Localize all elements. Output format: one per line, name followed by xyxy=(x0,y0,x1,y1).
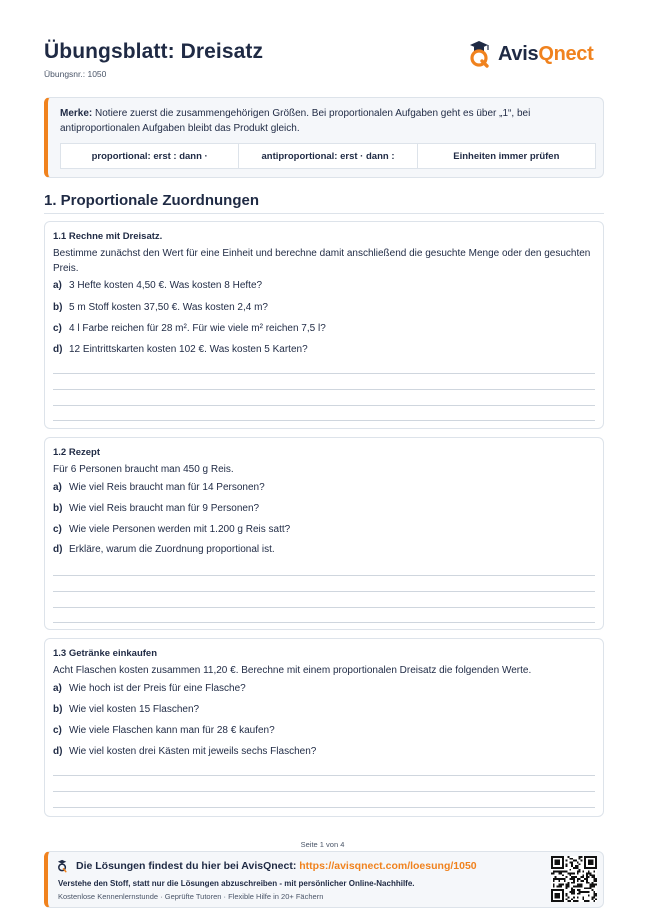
task-item: b) Wie viel kosten 15 Flaschen? xyxy=(53,704,200,715)
solutions-link[interactable]: https://avisqnect.com/loesung/1050 xyxy=(299,860,477,872)
rule-units: Einheiten immer prüfen xyxy=(418,143,596,169)
merke-text: Merke: Notiere zuerst die zusammengehörigen Größen. Bei proportionalen Aufgaben geht es über „1“, bei antiproportionalen Aufgaben bleibt das Produkt gleich. xyxy=(60,108,531,134)
promo-headline: Die Lösungen findest du hier bei AvisQnect: https://avisqnect.com/loesung/1050 xyxy=(76,860,477,872)
promo-tagline: Verstehe den Stoff, statt nur die Lösungen abzuschreiben - mit persönlicher Online-Nachhilfe. xyxy=(58,879,415,888)
logo-wordmark: AvisQnect xyxy=(498,42,594,65)
answer-line xyxy=(53,405,595,406)
merke-rules xyxy=(60,143,596,169)
merke-label: Merke: xyxy=(60,108,93,119)
answer-line xyxy=(53,807,595,808)
task-title: 1.2 Rezept xyxy=(53,447,100,458)
rule-proportional: proportional: erst : dann · xyxy=(60,143,239,169)
task-intro: Bestimme zunächst den Wert für eine Einheit und berechne damit anschließend die gesuchte Menge oder den gesuchten Preis. xyxy=(53,248,591,274)
task-item: a) 3 Hefte kosten 4,50 €. Was kosten 8 Hefte? xyxy=(53,280,263,291)
rule-antiproportional: antiproportional: erst · dann : xyxy=(239,143,417,169)
answer-line xyxy=(53,389,595,390)
task-item: a) Wie hoch ist der Preis für eine Flasche? xyxy=(53,683,246,694)
answer-line xyxy=(53,775,595,776)
page-title: Übungsblatt: Dreisatz xyxy=(44,40,264,63)
task-title: 1.1 Rechne mit Dreisatz. xyxy=(53,231,163,242)
answer-line xyxy=(53,622,595,623)
merke-box xyxy=(44,97,604,178)
solutions-promo-box xyxy=(44,851,604,908)
logo-q-icon xyxy=(466,39,496,69)
answer-line xyxy=(53,591,595,592)
section-divider xyxy=(44,213,604,214)
page-number: Seite 1 von 4 xyxy=(300,840,345,849)
exercise-number: Übungsnr.: 1050 xyxy=(44,69,107,79)
brand-logo xyxy=(466,38,594,70)
task-intro: Acht Flaschen kosten zusammen 11,20 €. Berechne mit einem proportionalen Dreisatz die folgenden Werte. xyxy=(53,665,532,676)
task-item: d) Erkläre, warum die Zuordnung proportional ist. xyxy=(53,544,275,555)
task-item: c) Wie viele Personen werden mit 1.200 g Reis satt? xyxy=(53,524,291,535)
task-item: b) 5 m Stoff kosten 37,50 €. Was kosten 2,4 m? xyxy=(53,302,268,313)
task-card-1-3 xyxy=(44,638,604,817)
answer-line xyxy=(53,791,595,792)
task-card-1-2 xyxy=(44,437,604,630)
task-intro: Für 6 Personen braucht man 450 g Reis. xyxy=(53,464,234,475)
answer-line xyxy=(53,575,595,576)
qr-code[interactable] xyxy=(551,856,597,902)
task-item: b) Wie viel Reis braucht man für 9 Personen? xyxy=(53,503,260,514)
answer-line xyxy=(53,373,595,374)
section-title: 1. Proportionale Zuordnungen xyxy=(44,192,259,209)
answer-line xyxy=(53,607,595,608)
promo-features: Kostenlose Kennenlernstunde · Geprüfte Tutoren · Flexible Hilfe in 20+ Fächern xyxy=(58,892,324,901)
logo-q-icon xyxy=(56,859,70,873)
task-item: c) 4 l Farbe reichen für 28 m². Für wie viele m² reichen 7,5 l? xyxy=(53,323,326,334)
task-item: d) Wie viel kosten drei Kästen mit jeweils sechs Flaschen? xyxy=(53,746,317,757)
task-item: c) Wie viele Flaschen kann man für 28 € kaufen? xyxy=(53,725,275,736)
task-item: d) 12 Eintrittskarten kosten 102 €. Was kosten 5 Karten? xyxy=(53,344,308,355)
task-item: a) Wie viel Reis braucht man für 14 Personen? xyxy=(53,482,265,493)
task-card-1-1 xyxy=(44,221,604,429)
answer-line xyxy=(53,420,595,421)
task-title: 1.3 Getränke einkaufen xyxy=(53,648,158,659)
